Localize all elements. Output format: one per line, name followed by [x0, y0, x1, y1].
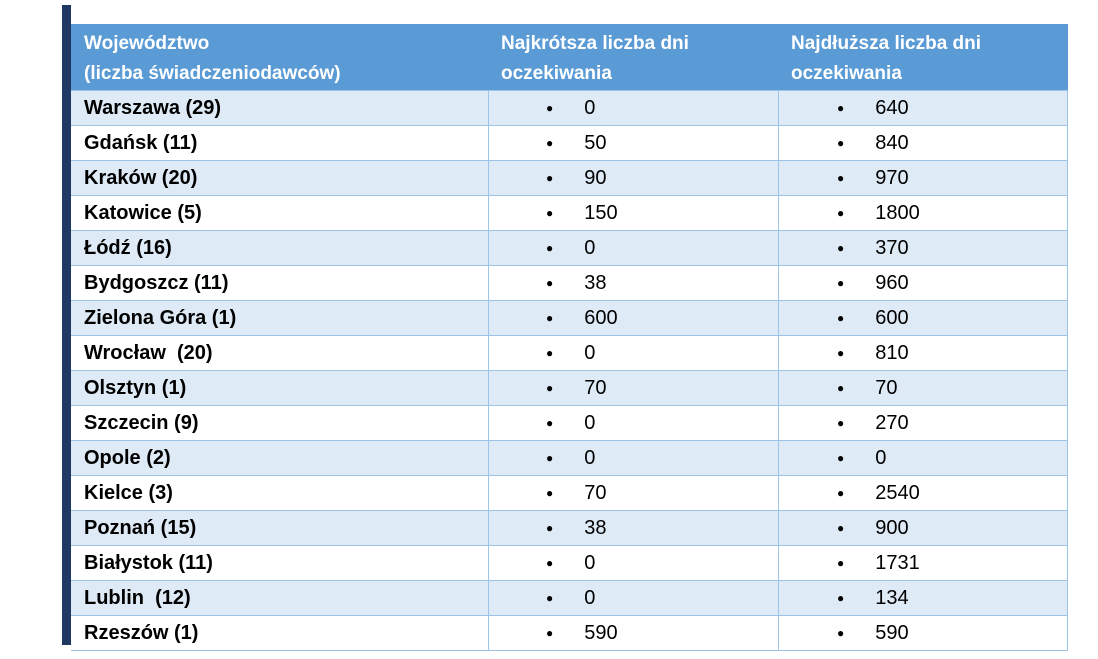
- table-row: [71, 441, 1068, 476]
- min-value-cell: [488, 581, 778, 615]
- bullet-icon: ●: [546, 311, 554, 325]
- city-label: Lublin (12): [84, 586, 191, 609]
- bullet-icon: ●: [837, 241, 845, 255]
- bullet-icon: ●: [546, 171, 554, 185]
- max-value: 70: [875, 376, 898, 399]
- header-line: Najdłuższa liczba dni: [791, 33, 982, 54]
- city-cell: [71, 126, 488, 160]
- city-cell: [71, 266, 488, 300]
- table-row: [71, 126, 1068, 161]
- min-value: 0: [584, 446, 596, 469]
- min-value-cell: [488, 476, 778, 510]
- city-label: Zielona Góra (1): [84, 306, 237, 329]
- header-line: oczekiwania: [791, 63, 902, 84]
- bullet-icon: ●: [837, 486, 845, 500]
- bullet-icon: ●: [546, 521, 554, 535]
- min-value: 0: [584, 551, 596, 574]
- max-value-cell: [778, 336, 1068, 370]
- max-value: 0: [875, 446, 887, 469]
- bullet-icon: ●: [837, 346, 845, 360]
- max-value-cell: [778, 196, 1068, 230]
- max-value: 2540: [875, 481, 920, 504]
- max-value: 600: [875, 306, 909, 329]
- min-value: 150: [584, 201, 618, 224]
- max-value-cell: [778, 476, 1068, 510]
- header-line: (liczba świadczeniodawców): [84, 63, 341, 84]
- max-value: 1800: [875, 201, 920, 224]
- city-cell: [71, 476, 488, 510]
- min-value-cell: [488, 231, 778, 265]
- bullet-icon: ●: [546, 206, 554, 220]
- table-row: [71, 511, 1068, 546]
- city-label: Katowice (5): [84, 201, 202, 224]
- bullet-icon: ●: [837, 556, 845, 570]
- table-header-row: [71, 24, 1068, 90]
- table-row: [71, 231, 1068, 266]
- bullet-icon: ●: [837, 206, 845, 220]
- max-value: 134: [875, 586, 909, 609]
- city-cell: [71, 301, 488, 335]
- bullet-icon: ●: [546, 136, 554, 150]
- min-value: 50: [584, 131, 607, 154]
- bullet-icon: ●: [546, 556, 554, 570]
- min-value-cell: [488, 616, 778, 650]
- max-value-cell: [778, 616, 1068, 650]
- min-value-cell: [488, 161, 778, 195]
- min-value-cell: [488, 546, 778, 580]
- bullet-icon: ●: [546, 101, 554, 115]
- table-row: [71, 406, 1068, 441]
- table-row: [71, 371, 1068, 406]
- city-label: Kraków (20): [84, 166, 198, 189]
- bullet-icon: ●: [546, 591, 554, 605]
- header-cell-min-days: [488, 24, 778, 90]
- bullet-icon: ●: [837, 136, 845, 150]
- city-cell: [71, 371, 488, 405]
- table-row: [71, 581, 1068, 616]
- max-value: 970: [875, 166, 909, 189]
- min-value: 0: [584, 586, 596, 609]
- city-cell: [71, 441, 488, 475]
- city-label: Warszawa (29): [84, 96, 222, 119]
- min-value-cell: [488, 266, 778, 300]
- min-value-cell: [488, 126, 778, 160]
- table-row: [71, 91, 1068, 126]
- header-cell-max-days: [778, 24, 1068, 90]
- bullet-icon: ●: [546, 346, 554, 360]
- bullet-icon: ●: [546, 241, 554, 255]
- max-value-cell: [778, 126, 1068, 160]
- bullet-icon: ●: [546, 486, 554, 500]
- table-row: [71, 616, 1068, 651]
- min-value: 38: [584, 271, 607, 294]
- max-value-cell: [778, 371, 1068, 405]
- max-value-cell: [778, 511, 1068, 545]
- table-row: [71, 161, 1068, 196]
- max-value-cell: [778, 91, 1068, 125]
- min-value: 0: [584, 96, 596, 119]
- min-value-cell: [488, 91, 778, 125]
- bullet-icon: ●: [837, 626, 845, 640]
- city-label: Kielce (3): [84, 481, 173, 504]
- city-cell: [71, 406, 488, 440]
- city-label: Szczecin (9): [84, 411, 199, 434]
- max-value: 590: [875, 621, 909, 644]
- bullet-icon: ●: [546, 276, 554, 290]
- max-value-cell: [778, 231, 1068, 265]
- city-cell: [71, 196, 488, 230]
- city-cell: [71, 91, 488, 125]
- table-row: [71, 336, 1068, 371]
- city-cell: [71, 616, 488, 650]
- max-value: 840: [875, 131, 909, 154]
- waiting-times-table: [71, 24, 1068, 651]
- header-line: Województwo: [84, 33, 210, 54]
- max-value-cell: [778, 406, 1068, 440]
- bullet-icon: ●: [546, 626, 554, 640]
- city-cell: [71, 161, 488, 195]
- city-cell: [71, 581, 488, 615]
- max-value: 810: [875, 341, 909, 364]
- bullet-icon: ●: [546, 381, 554, 395]
- city-cell: [71, 336, 488, 370]
- bullet-icon: ●: [837, 416, 845, 430]
- city-label: Opole (2): [84, 446, 171, 469]
- max-value-cell: [778, 161, 1068, 195]
- header-line: Najkrótsza liczba dni: [501, 33, 689, 54]
- min-value-cell: [488, 196, 778, 230]
- city-label: Wrocław (20): [84, 341, 213, 364]
- city-label: Łódź (16): [84, 236, 172, 259]
- max-value: 960: [875, 271, 909, 294]
- min-value: 38: [584, 516, 607, 539]
- bullet-icon: ●: [546, 416, 554, 430]
- header-cell-wojewodztwo: [71, 24, 488, 90]
- max-value-cell: [778, 441, 1068, 475]
- bullet-icon: ●: [837, 311, 845, 325]
- max-value: 900: [875, 516, 909, 539]
- min-value: 600: [584, 306, 618, 329]
- bullet-icon: ●: [546, 451, 554, 465]
- table-row: [71, 476, 1068, 511]
- max-value: 370: [875, 236, 909, 259]
- table-body: [71, 90, 1068, 651]
- city-cell: [71, 511, 488, 545]
- min-value-cell: [488, 301, 778, 335]
- max-value-cell: [778, 266, 1068, 300]
- city-label: Olsztyn (1): [84, 376, 187, 399]
- bullet-icon: ●: [837, 101, 845, 115]
- table-row: [71, 196, 1068, 231]
- max-value: 640: [875, 96, 909, 119]
- bullet-icon: ●: [837, 591, 845, 605]
- city-label: Bydgoszcz (11): [84, 271, 229, 294]
- min-value-cell: [488, 406, 778, 440]
- city-label: Białystok (11): [84, 551, 213, 574]
- bullet-icon: ●: [837, 451, 845, 465]
- min-value: 70: [584, 376, 607, 399]
- bullet-icon: ●: [837, 171, 845, 185]
- max-value: 1731: [875, 551, 920, 574]
- max-value-cell: [778, 546, 1068, 580]
- min-value: 90: [584, 166, 607, 189]
- min-value: 0: [584, 411, 596, 434]
- left-accent-bar: [62, 5, 71, 645]
- city-cell: [71, 546, 488, 580]
- city-cell: [71, 231, 488, 265]
- min-value: 0: [584, 341, 596, 364]
- min-value: 70: [584, 481, 607, 504]
- max-value-cell: [778, 581, 1068, 615]
- min-value-cell: [488, 336, 778, 370]
- city-label: Gdańsk (11): [84, 131, 198, 154]
- city-label: Rzeszów (1): [84, 621, 199, 644]
- min-value-cell: [488, 371, 778, 405]
- max-value: 270: [875, 411, 909, 434]
- city-label: Poznań (15): [84, 516, 197, 539]
- bullet-icon: ●: [837, 276, 845, 290]
- table-row: [71, 301, 1068, 336]
- min-value-cell: [488, 511, 778, 545]
- bullet-icon: ●: [837, 521, 845, 535]
- min-value-cell: [488, 441, 778, 475]
- min-value: 590: [584, 621, 618, 644]
- max-value-cell: [778, 301, 1068, 335]
- min-value: 0: [584, 236, 596, 259]
- header-line: oczekiwania: [501, 63, 612, 84]
- table-row: [71, 546, 1068, 581]
- table-row: [71, 266, 1068, 301]
- bullet-icon: ●: [837, 381, 845, 395]
